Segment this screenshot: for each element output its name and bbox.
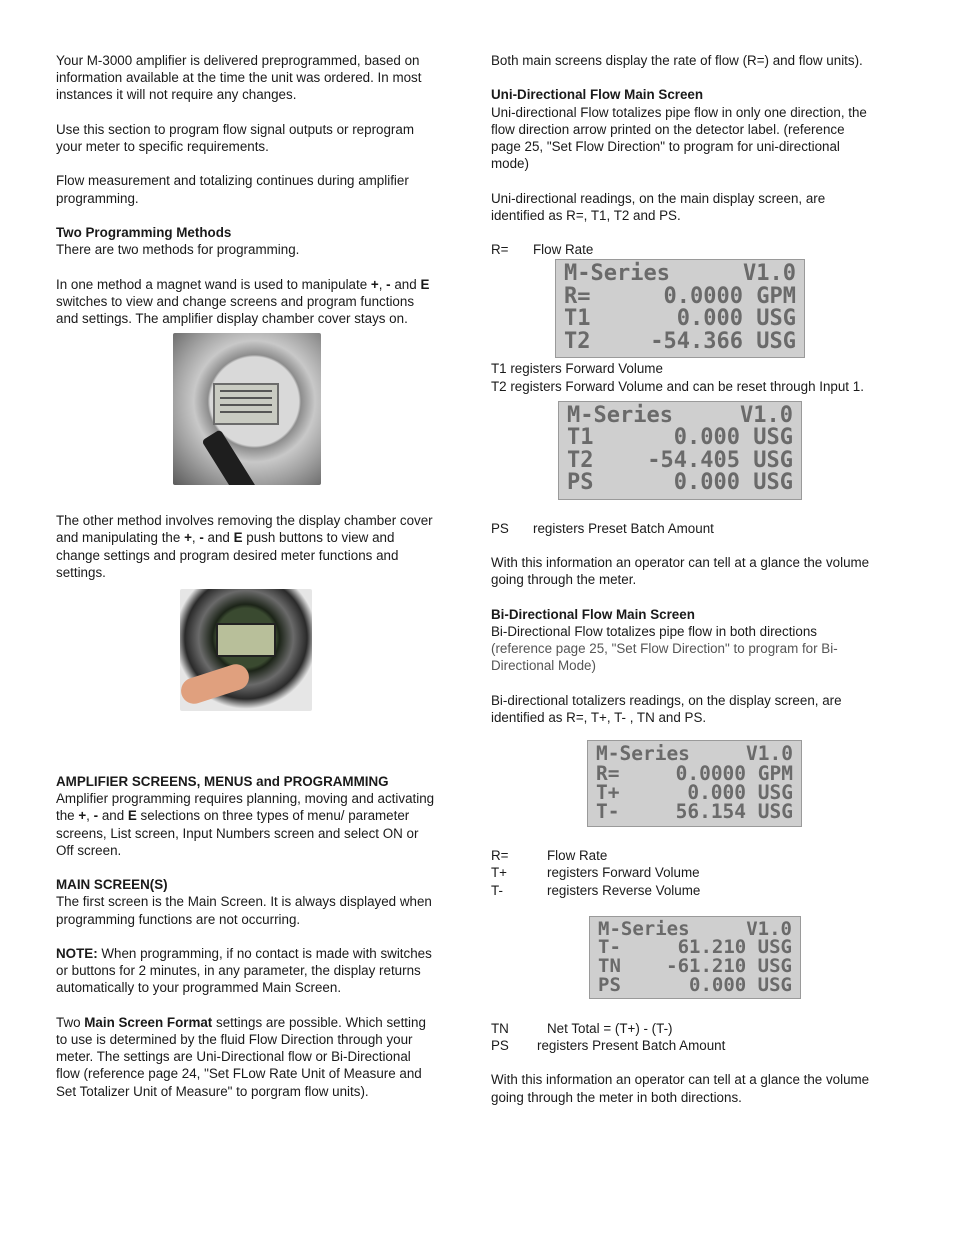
lcd-text: 0.000 USG	[673, 470, 793, 496]
two-methods-heading: Two Programming Methods	[56, 224, 232, 240]
lcd-text: 0.0000 GPM	[675, 761, 793, 785]
e-symbol: E	[233, 530, 243, 546]
lcd-line	[564, 263, 796, 286]
lcd-text: -61.210 USG	[666, 954, 792, 977]
amplifier-display-image	[216, 623, 276, 657]
intro-paragraph: Your M-3000 amplifier is delivered preprogrammed, based on information available at the time the unit was ordered. In most instances it will not require any changes.	[56, 53, 422, 103]
preset-batch-row	[491, 520, 876, 537]
legend-key: T+	[491, 865, 507, 881]
lcd-bi-screen-2	[589, 916, 801, 999]
lcd-line	[564, 308, 796, 331]
legend-key: T-	[491, 882, 503, 898]
left-column	[56, 52, 436, 1117]
tn-description: Net Total = (T+) - (T-)	[547, 1020, 673, 1036]
lcd-text: 0.000 USG	[673, 425, 793, 451]
ps-description: registers Preset Batch Amount	[533, 520, 714, 536]
bi-directional-text-a: Bi-Directional Flow totalizes pipe flow in both directions	[491, 623, 817, 639]
amplifier-screens-text-b: ,	[86, 808, 94, 824]
note-text: When programming, if no contact is made with switches or buttons for 2 minutes, in any parameter, the display returns automatically to your programmed Main Screen.	[56, 946, 432, 996]
lcd-text: 56.154 USG	[675, 800, 793, 824]
lcd-line	[598, 973, 792, 996]
lcd-uni-screen-1	[555, 259, 805, 358]
both-screens-paragraph: Both main screens display the rate of flow (R=) and flow units).	[491, 53, 863, 68]
legend-value: Flow Rate	[547, 848, 608, 864]
lcd-text: T+	[596, 781, 620, 804]
bi-directional-text-b: (reference page 25, "Set Flow Direction" to program for Bi-Directional Mode)	[491, 641, 838, 674]
note-label: NOTE:	[56, 946, 98, 961]
method-two-text-a: The other method involves removing the display chamber cover and manipulating the	[56, 513, 433, 546]
ps2-label: PS	[491, 1038, 509, 1053]
uni-directional-heading: Uni-Directional Flow Main Screen	[491, 87, 704, 103]
lcd-text: 0.000 USG	[687, 781, 793, 804]
method-two-text-b: ,	[191, 530, 200, 546]
net-total-row	[491, 1020, 876, 1037]
lcd-line	[596, 800, 793, 824]
method-one-text-c: and	[390, 276, 421, 292]
glance-paragraph-2: With this information an operator can tell at a glance the volume going through the meter in both directions.	[491, 1072, 870, 1105]
main-screen-format-label: Main Screen Format	[84, 1014, 213, 1030]
lcd-text: V1.0	[746, 917, 792, 940]
lcd-bi-screen-1	[587, 740, 802, 827]
lcd-text: M-Series	[564, 261, 670, 287]
use-section-paragraph: Use this section to program flow signal outputs or reprogram your meter to specific requirements.	[56, 121, 414, 154]
lcd-line	[567, 402, 793, 428]
lcd-text: V1.0	[746, 742, 793, 766]
magnet-wand-image	[201, 429, 262, 485]
minus-symbol: -	[199, 530, 204, 546]
lcd-text: R=	[596, 761, 620, 785]
method-one-text-d: switches to view and change screens and program functions and settings. The amplifier display chamber cover stays on.	[56, 293, 415, 326]
legend-key: R=	[491, 848, 509, 864]
amplifier-screens-text-d: selections on three types of menu/ parameter screens, List screen, Input Numbers screen and select ON or Off screen.	[56, 808, 419, 858]
lcd-text: TN	[598, 954, 621, 977]
lcd-line	[567, 447, 793, 473]
bi-legend	[491, 847, 876, 899]
amplifier-screens-text-c: and	[98, 808, 128, 824]
lcd-text: PS	[598, 973, 621, 996]
main-screens-heading: MAIN SCREEN(S)	[56, 877, 168, 893]
tn-label: TN	[491, 1020, 509, 1036]
uni-directional-section	[491, 86, 876, 172]
bi-directional-heading: Bi-Directional Flow Main Screen	[491, 606, 695, 622]
amplifier-screens-section	[56, 773, 436, 859]
lcd-text: T2	[567, 447, 594, 473]
method-one-paragraph	[56, 276, 436, 328]
lcd-text: M-Series	[596, 742, 690, 766]
lcd-text: -54.366 USG	[650, 328, 796, 354]
lcd-text: 61.210 USG	[677, 936, 792, 959]
amplifier-display-image	[213, 383, 279, 425]
legend-row	[491, 882, 876, 899]
method-one-text-a: In one method a magnet wand is used to manipulate	[56, 276, 371, 292]
push-button-photo	[180, 589, 312, 711]
flow-rate-row	[491, 241, 876, 258]
lcd-text: T1	[567, 425, 594, 451]
note-paragraph	[56, 945, 436, 997]
lcd-text: V1.0	[740, 402, 793, 428]
legend-row	[491, 864, 876, 881]
lcd-text: R=	[564, 283, 591, 309]
lcd-line	[598, 954, 792, 977]
lcd-text: 0.000 USG	[689, 973, 792, 996]
lcd-text: V1.0	[743, 261, 796, 287]
format-text-a: Two	[56, 1014, 85, 1030]
lcd-text: T2	[564, 328, 591, 354]
two-methods-text: There are two methods for programming.	[56, 242, 300, 258]
lcd-text: T-	[598, 936, 621, 959]
main-screens-section	[56, 876, 436, 928]
lcd-text: M-Series	[567, 402, 673, 428]
plus-symbol: +	[370, 276, 379, 292]
e-symbol: E	[420, 276, 430, 292]
present-batch-row	[491, 1037, 876, 1054]
r-label: R=	[491, 242, 509, 258]
plus-symbol: +	[78, 808, 87, 824]
plus-symbol: +	[184, 530, 192, 546]
lcd-text: M-Series	[598, 917, 690, 940]
legend-value: registers Reverse Volume	[547, 882, 701, 898]
t1-line: T1 registers Forward Volume	[491, 361, 663, 377]
method-two-text-c: and	[203, 530, 234, 546]
main-screen-format-paragraph	[56, 1014, 436, 1100]
ps2-description: registers Present Batch Amount	[537, 1038, 726, 1053]
lcd-text: -54.405 USG	[647, 447, 793, 473]
lcd-line	[596, 742, 793, 766]
legend-value: registers Forward Volume	[547, 865, 700, 881]
glance-paragraph-1: With this information an operator can tell at a glance the volume going through the meter.	[491, 555, 870, 588]
flow-continues-paragraph: Flow measurement and totalizing continues during amplifier programming.	[56, 173, 409, 206]
ps-label: PS	[491, 520, 509, 536]
format-text-b: settings are possible. Which setting to use is determined by the fluid Flow Direction through your meter. The settings are Uni-Directional flow or Bi-Directional flow (reference page 24, "Set FLow Rate Unit of Measure and Set Totalizer Unit of Measure" to porgram flow units).	[56, 1014, 426, 1099]
minus-symbol: -	[93, 808, 99, 824]
method-one-text-b: ,	[378, 276, 387, 292]
lcd-text: T-	[596, 800, 620, 824]
bi-directional-section	[491, 606, 876, 675]
minus-symbol: -	[386, 276, 391, 292]
right-column	[491, 52, 876, 1123]
lcd-uni-screen-2	[558, 401, 802, 500]
amplifier-screens-text-a: Amplifier programming requires planning, moving and activating the	[56, 791, 435, 824]
method-two-paragraph	[56, 512, 436, 581]
legend-row	[491, 847, 876, 864]
bi-readings-paragraph: Bi-directional totalizers readings, on the display screen, are identified as R=, T+, T- , TN and PS.	[491, 692, 842, 725]
lcd-text: 0.000 USG	[676, 306, 796, 332]
finger-image	[180, 661, 252, 707]
magnet-wand-photo	[173, 333, 321, 485]
lcd-line	[567, 427, 793, 450]
lcd-text: T1	[564, 306, 591, 332]
lcd-text: 0.0000 GPM	[663, 283, 796, 309]
lcd-line	[564, 328, 796, 354]
lcd-text: PS	[567, 470, 594, 496]
lcd-line	[567, 472, 793, 495]
lcd-line	[564, 283, 796, 309]
main-screens-text: The first screen is the Main Screen. It is always displayed when programming functions are not occurring.	[56, 894, 432, 927]
e-symbol: E	[127, 808, 137, 824]
two-methods-section	[56, 224, 436, 258]
method-two-text-d: push buttons to view and change settings and program desired meter functions and settings.	[56, 530, 399, 580]
uni-readings-paragraph: Uni-directional readings, on the main display screen, are identified as R=, T1, T2 and PS.	[491, 190, 826, 223]
r-description: Flow Rate	[533, 242, 594, 258]
uni-directional-text: Uni-directional Flow totalizes pipe flow in only one direction, the flow direction arrow printed on the detector label. (reference page 25, "Set Flow Direction" to program for uni-directional mode)	[491, 104, 867, 172]
amplifier-screens-heading: AMPLIFIER SCREENS, MENUS and PROGRAMMING	[56, 774, 389, 789]
t2-line: T2 registers Forward Volume and can be reset through Input 1.	[491, 378, 864, 394]
